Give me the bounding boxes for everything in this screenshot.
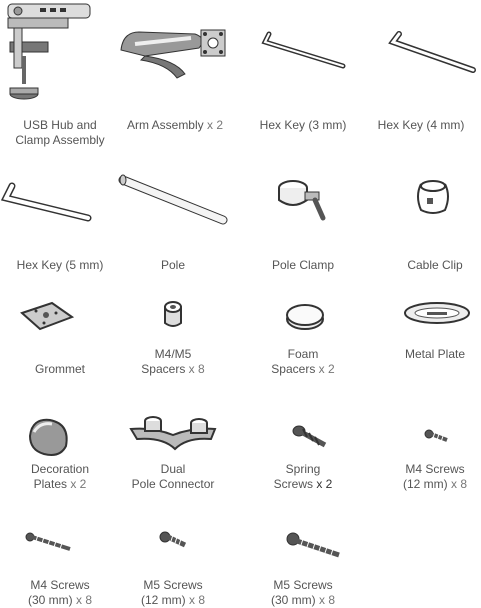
hex-key-4-label: [361, 118, 481, 133]
part-pole: [113, 165, 233, 285]
pole-label: [113, 258, 233, 273]
cable-clip-illustration: [375, 170, 475, 240]
label-line: [243, 477, 363, 492]
metal-plate-label: [375, 347, 481, 362]
label-line: Metal Plate: [404, 347, 466, 361]
part-usb-hub: [0, 0, 120, 150]
quantity: x 2: [207, 118, 224, 132]
spacers-label: [113, 347, 233, 377]
label-line: [243, 593, 363, 608]
label-text: (30 mm): [270, 593, 316, 607]
label-text: (12 mm): [402, 477, 448, 491]
label-line: M5 Screws: [273, 578, 333, 592]
spring-screw-illustration: [243, 415, 363, 465]
label-text: Spacers: [271, 362, 316, 376]
label-line: [0, 477, 120, 492]
m4-screws-30-label: [0, 578, 120, 608]
label-line: M4/M5: [154, 347, 192, 361]
label-line: [243, 362, 363, 377]
arm-assembly-illustration: [115, 20, 245, 100]
label-line: M4 Screws: [405, 462, 465, 476]
label-line: Pole: [160, 258, 186, 272]
m5-screws-12-label: [113, 578, 233, 608]
label-line: [115, 118, 235, 133]
hex-key-5-illustration: [0, 170, 120, 240]
part-hex-key-5: [0, 165, 120, 285]
label-line: Hex Key (5 mm): [16, 258, 104, 272]
m4-screws-12-label: [375, 462, 481, 492]
cable-clip-label: [375, 258, 481, 273]
spring-screws-label: [243, 462, 363, 492]
label-line: Clamp Assembly: [15, 133, 105, 147]
label-line: Foam: [287, 347, 319, 361]
pole-illustration: [113, 170, 233, 240]
label-text: Arm Assembly: [126, 118, 204, 132]
label-line: M5 Screws: [143, 578, 203, 592]
label-line: Pole Clamp: [271, 258, 335, 272]
pole-clamp-illustration: [243, 170, 363, 240]
label-line: USB Hub and: [23, 118, 97, 132]
m5-screw-12-illustration: [113, 525, 233, 565]
part-foam-spacers: [243, 290, 363, 400]
label-line: [113, 593, 233, 608]
arm-assembly-label: [115, 118, 235, 133]
dual-pole-connector-label: [113, 462, 233, 492]
quantity: x 8: [76, 593, 93, 607]
quantity: x 8: [319, 593, 336, 607]
label-line: M4 Screws: [30, 578, 90, 592]
quantity: x 2: [70, 477, 87, 491]
label-line: [375, 477, 481, 492]
decoration-plate-illustration: [0, 410, 120, 460]
quantity: x 8: [451, 477, 468, 491]
label-line: Cable Clip: [407, 258, 463, 272]
part-arm-assembly: [115, 0, 235, 150]
part-cable-clip: [375, 165, 481, 285]
foam-spacer-illustration: [243, 295, 363, 340]
m5-screw-30-illustration: [243, 525, 363, 565]
part-spring-screws: [243, 405, 363, 505]
hex-key-3-label: [243, 118, 363, 133]
label-text: Screws: [273, 477, 313, 491]
usb-hub-label: [0, 118, 120, 148]
decoration-plates-label: [0, 462, 120, 492]
usb-hub-clamp-illustration: [0, 0, 120, 105]
metal-plate-illustration: [375, 295, 481, 340]
label-line: Pole Connector: [131, 477, 215, 491]
part-decoration-plates: [0, 405, 120, 505]
label-line: Grommet: [34, 362, 85, 376]
m4-screw-30-illustration: [0, 525, 120, 565]
hex-key-5-label: [0, 258, 120, 273]
hex-key-4-illustration: [361, 20, 481, 100]
part-hex-key-3: [243, 0, 363, 150]
part-m4-screws-30: [0, 515, 120, 605]
part-metal-plate: [375, 290, 481, 390]
part-spacers: [113, 290, 233, 400]
dual-pole-connector-illustration: [113, 405, 233, 455]
part-m5-screws-30: [243, 515, 363, 605]
part-pole-clamp: [243, 165, 363, 285]
grommet-label: [0, 362, 120, 377]
part-hex-key-4: [361, 0, 481, 150]
label-line: [0, 593, 120, 608]
foam-spacers-label: [243, 347, 363, 377]
label-text: (12 mm): [140, 593, 186, 607]
hex-key-3-illustration: [243, 20, 363, 100]
label-text: Spacers: [141, 362, 186, 376]
part-grommet: [0, 290, 120, 390]
part-dual-pole-connector: [113, 405, 233, 505]
quantity: x 2: [316, 477, 333, 491]
part-m5-screws-12: [113, 515, 233, 605]
label-line: [113, 362, 233, 377]
quantity: x 8: [189, 593, 206, 607]
pole-clamp-label: [243, 258, 363, 273]
quantity: x 8: [188, 362, 205, 376]
m5-screws-30-label: [243, 578, 363, 608]
part-m4-screws-12: [375, 405, 481, 505]
quantity: x 2: [318, 362, 335, 376]
label-text: Plates: [33, 477, 67, 491]
label-line: Hex Key (4 mm): [377, 118, 465, 132]
spacer-illustration: [113, 295, 233, 340]
label-line: Decoration: [30, 462, 90, 476]
grommet-illustration: [0, 295, 120, 340]
label-line: Hex Key (3 mm): [259, 118, 347, 132]
label-line: Spring: [285, 462, 321, 476]
label-text: (30 mm): [27, 593, 73, 607]
label-line: Dual: [160, 462, 186, 476]
